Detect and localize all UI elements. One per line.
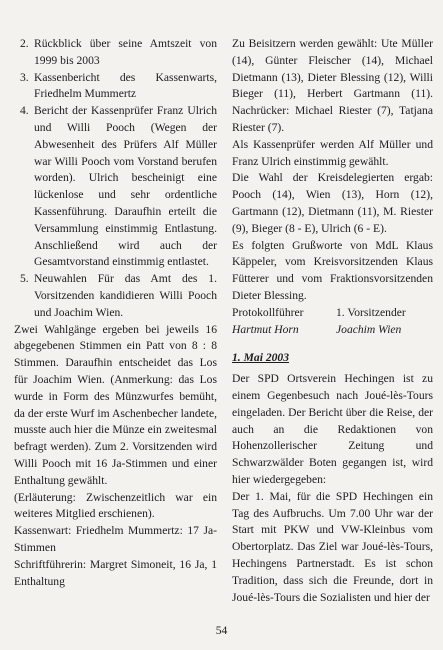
signature-names bbox=[232, 322, 433, 339]
auditors-paragraph: Als Kassenprüfer werden Alf Müller und Franz Ulrich einstimmig gewählt. bbox=[232, 137, 433, 168]
section-heading: 1. Mai 2003 bbox=[232, 351, 290, 365]
item-number: 2. bbox=[20, 37, 29, 50]
agenda-item-4 bbox=[14, 103, 217, 271]
page-number: 54 bbox=[215, 624, 228, 637]
left-column bbox=[14, 36, 217, 590]
secretary-paragraph: Schriftführerin: Margret Simoneit, 16 Ja, 1 Enthaltung bbox=[14, 557, 217, 588]
chair-name: Joachim Wien bbox=[336, 322, 402, 336]
election-paragraph: Zwei Wahlgänge ergeben bei jeweils 16 abgegebenen Stimmen ein Patt von 8 : 8 Stimmen. Daraufhin entscheidet das Los für Joachim Wien. (Anmerkung: das Los wurde in Form des Münzwurfes bemüht, da der erste Wurf im Aschenbecher landete, musste auch hier die Münze ein zweitesmal befragt werden). Zum 2. Vorsitzenden wird Willi Pooch mit 16 Ja-Stimmen und einer Enthaltung gewählt. bbox=[14, 322, 217, 487]
intro-paragraph: Der SPD Ortsverein Hechingen ist zu einem Gegenbesuch nach Joué-lès-Tours eingeladen. Der Bericht über die Reise, der auch an die Redaktionen von Hohenzollerischer Zeitung und Schwarzwälder Boten gegangen ist, wird hier wiedergegeben: bbox=[232, 372, 433, 486]
agenda-item-2 bbox=[14, 36, 217, 70]
item-text: Neuwahlen Für das Amt des 1. Vorsitzenden kandidieren Willi Pooch und Joachim Wien. bbox=[34, 272, 217, 319]
greetings-paragraph: Es folgten Grußworte von MdL Klaus Käppeler, vom Kreisvorsitzenden Klaus Fütterer und vom Fraktionsvorsitzenden Dieter Blessing. bbox=[232, 238, 433, 302]
item-text: Bericht der Kassenprüfer Franz Ulrich und Willi Pooch (Wegen der Abwesenheit des Prüfers Alf Müller war Willi Pooch vom Vorstand berufen worden). Ulrich bescheinigt eine lückenlose und sehr ordentliche Kassenführung. Daraufhin erteilt die Versammlung einstimmig Entlastung. Anschließend wird auch der Gesamtvorstand einstimmig entlastet. bbox=[34, 104, 217, 269]
assessors-paragraph: Zu Beisitzern werden gewählt: Ute Müller (14), Günter Fleischer (14), Michael Dietmann (13), Dieter Blessing (12), Willi Bieger (11), Herbert Gartmann (11). Nachrücker: Michael Riester (7), Tatjana Riester (7). bbox=[232, 37, 433, 134]
explanation-paragraph: (Erläuterung: Zwischenzeitlich war ein weiteres Mitglied erschienen). bbox=[14, 490, 217, 521]
chair-label: 1. Vorsitzender bbox=[336, 305, 406, 319]
item-text: Rückblick über seine Amtszeit von 1999 bis 2003 bbox=[34, 37, 217, 67]
item-number: 5. bbox=[20, 272, 29, 286]
recorder-label: Protokollführer bbox=[232, 305, 304, 319]
signature-labels bbox=[232, 305, 433, 322]
right-column bbox=[232, 36, 433, 606]
item-number: 3. bbox=[20, 70, 29, 84]
item-text: Kassenbericht des Kassenwarts, Friedhelm Mummertz bbox=[34, 70, 217, 101]
delegates-paragraph: Die Wahl der Kreisdelegierten ergab: Pooch (14), Wien (13), Horn (12), Gartmann (12), Dietmann (11), M. Riester (9), Bieger (8 - E), Ulrich (6 - E). bbox=[232, 171, 433, 235]
recorder-name: Hartmut Horn bbox=[232, 322, 299, 336]
treasurer-paragraph: Kassenwart: Friedhelm Mummertz: 17 Ja-Stimmen bbox=[14, 524, 217, 554]
report-paragraph: Der 1. Mai, für die SPD Hechingen ein Tag des Aufbruchs. Um 7.00 Uhr war der Start mit PKW und VW-Kleinbus vom Obertorplatz. Das Ziel war Joué-lès-Tours, Hechingens Partnerstadt. Es ist schon Tradition, dass sich die Freunde, dort in Joué-lès-Tours die Sozialisten und hier der bbox=[232, 489, 433, 604]
agenda-item-5 bbox=[14, 271, 217, 321]
agenda-item-3 bbox=[14, 70, 217, 104]
item-number: 4. bbox=[20, 104, 29, 118]
